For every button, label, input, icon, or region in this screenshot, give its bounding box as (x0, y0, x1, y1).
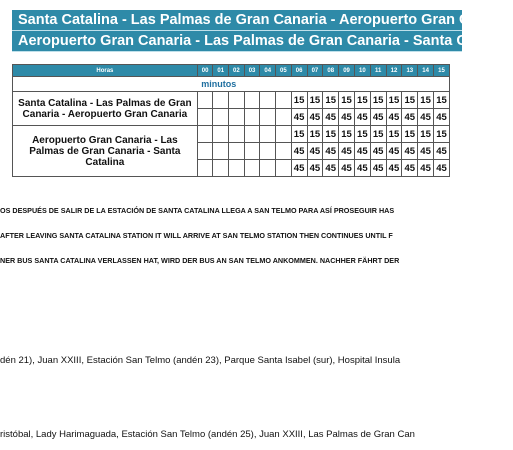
minute-cell: 45 (291, 109, 307, 126)
route-name: Aeropuerto Gran Canaria - Las Palmas de Gran Canaria - Santa Catalina (13, 126, 198, 177)
minute-cell: 15 (354, 92, 370, 109)
minute-cell: 45 (307, 160, 323, 177)
minute-cell (276, 126, 292, 143)
minute-cell (213, 143, 229, 160)
minute-cell (197, 126, 213, 143)
table-row (13, 126, 450, 143)
minute-cell (244, 160, 260, 177)
minutes-row (13, 77, 450, 92)
hour-header: 08 (323, 65, 339, 77)
minute-cell (229, 160, 245, 177)
minute-cell: 45 (370, 160, 386, 177)
minute-cell: 15 (402, 126, 418, 143)
minute-cell: 15 (370, 92, 386, 109)
minute-cell: 15 (418, 92, 434, 109)
minute-cell (197, 143, 213, 160)
minute-cell (213, 109, 229, 126)
minute-cell: 15 (291, 92, 307, 109)
route-name: Santa Catalina - Las Palmas de Gran Canaria - Aeropuerto Gran Canaria (13, 92, 198, 126)
timetable-header (12, 10, 513, 52)
minute-cell: 15 (370, 126, 386, 143)
minute-cell (213, 160, 229, 177)
minute-cell: 15 (307, 126, 323, 143)
stops-outbound: dén 21), Juan XXIII, Estación San Telmo (andén 23), Parque Santa Isabel (sur), Hospital Insula (0, 355, 401, 366)
minute-cell (213, 126, 229, 143)
minute-cell (260, 92, 276, 109)
minute-cell: 45 (386, 143, 402, 160)
minute-cell: 45 (418, 109, 434, 126)
hour-header: 10 (354, 65, 370, 77)
minute-cell: 45 (339, 160, 355, 177)
minute-cell: 15 (291, 126, 307, 143)
note-spanish: OS DESPUÉS DE SALIR DE LA ESTACIÓN DE SANTA CATALINA LLEGA A SAN TELMO PARA ASÍ PROSEGUIR HAS (0, 206, 395, 215)
minute-cell (197, 109, 213, 126)
minute-cell (244, 143, 260, 160)
minute-cell: 15 (323, 92, 339, 109)
minute-cell: 15 (323, 126, 339, 143)
minute-cell: 15 (354, 126, 370, 143)
minute-cell: 15 (307, 92, 323, 109)
minute-cell: 45 (354, 143, 370, 160)
minute-cell (276, 109, 292, 126)
minute-cell: 45 (434, 143, 450, 160)
hour-header: 06 (291, 65, 307, 77)
minute-cell: 45 (307, 143, 323, 160)
minutes-label: minutos (197, 77, 449, 92)
note-english: AFTER LEAVING SANTA CATALINA STATION IT WILL ARRIVE AT SAN TELMO STATION THEN CONTINUES UNTIL F (0, 231, 393, 240)
minute-cell (260, 126, 276, 143)
stops-inbound: ristóbal, Lady Harimaguada, Estación San Telmo (andén 25), Juan XXIII, Las Palmas de Gran Can (0, 429, 415, 440)
minute-cell (229, 109, 245, 126)
minute-cell: 15 (418, 126, 434, 143)
minute-cell (244, 126, 260, 143)
minute-cell: 45 (402, 143, 418, 160)
minute-cell (244, 109, 260, 126)
hour-header: 15 (434, 65, 450, 77)
minute-cell (260, 109, 276, 126)
minute-cell (260, 160, 276, 177)
minute-cell (276, 92, 292, 109)
hours-header-row (13, 65, 450, 77)
minute-cell (229, 126, 245, 143)
hour-header: 04 (260, 65, 276, 77)
hour-header: 13 (402, 65, 418, 77)
minute-cell: 45 (323, 109, 339, 126)
hour-header: 07 (307, 65, 323, 77)
minute-cell: 45 (307, 109, 323, 126)
minute-cell: 45 (323, 143, 339, 160)
minute-cell (229, 143, 245, 160)
minute-cell: 15 (434, 92, 450, 109)
minute-cell: 45 (434, 160, 450, 177)
minute-cell: 45 (434, 109, 450, 126)
minute-cell (213, 92, 229, 109)
minute-cell: 45 (323, 160, 339, 177)
minute-cell: 45 (339, 143, 355, 160)
minute-cell: 45 (402, 160, 418, 177)
hour-header: 09 (339, 65, 355, 77)
hour-header: 00 (197, 65, 213, 77)
header-line-1: Santa Catalina - Las Palmas de Gran Canaria - Aeropuerto Gran Canaria (12, 10, 462, 31)
minute-cell: 45 (354, 160, 370, 177)
minute-cell (276, 143, 292, 160)
minute-cell: 45 (370, 143, 386, 160)
minute-cell: 45 (418, 160, 434, 177)
minute-cell: 15 (339, 92, 355, 109)
minute-cell (260, 143, 276, 160)
minute-cell (276, 160, 292, 177)
hour-header: 03 (244, 65, 260, 77)
minute-cell (244, 92, 260, 109)
hour-header: 01 (213, 65, 229, 77)
minute-cell: 45 (291, 143, 307, 160)
hour-header: 11 (370, 65, 386, 77)
minute-cell: 45 (386, 109, 402, 126)
hour-header: 02 (229, 65, 245, 77)
minute-cell: 45 (418, 143, 434, 160)
minute-cell: 45 (386, 160, 402, 177)
header-line-2: Aeropuerto Gran Canaria - Las Palmas de Gran Canaria - Santa Catalina (12, 31, 462, 52)
minute-cell (229, 92, 245, 109)
minute-cell: 15 (339, 126, 355, 143)
minute-cell: 45 (354, 109, 370, 126)
table-row (13, 92, 450, 109)
minute-cell: 45 (370, 109, 386, 126)
minute-cell: 45 (291, 160, 307, 177)
minute-cell: 15 (402, 92, 418, 109)
minute-cell: 45 (339, 109, 355, 126)
schedule-table (12, 64, 450, 177)
hour-header: 14 (418, 65, 434, 77)
minute-cell: 15 (386, 126, 402, 143)
minute-cell: 15 (386, 92, 402, 109)
hour-header: 12 (386, 65, 402, 77)
minute-cell: 15 (434, 126, 450, 143)
minute-cell (197, 92, 213, 109)
note-german: NER BUS SANTA CATALINA VERLASSEN HAT, WIRD DER BUS AN SAN TELMO ANKOMMEN. NACHHER FÄHRT DER (0, 256, 400, 265)
hour-header: 05 (276, 65, 292, 77)
minute-cell (197, 160, 213, 177)
hours-label: Horas (13, 65, 198, 77)
minute-cell: 45 (402, 109, 418, 126)
